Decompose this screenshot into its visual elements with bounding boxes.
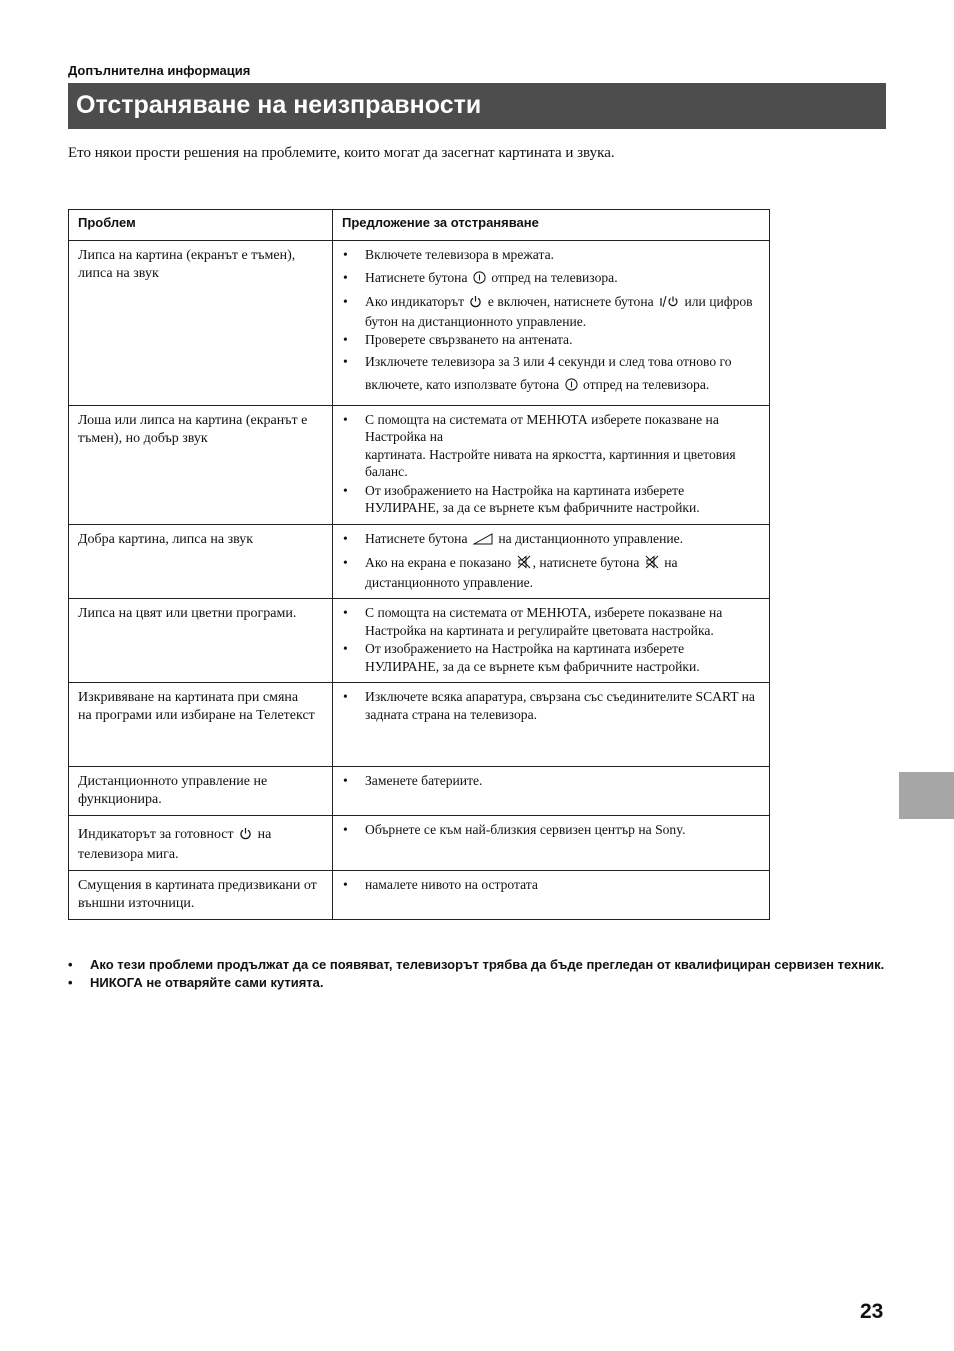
list-item [68,974,886,991]
solution-text: От изображението на Настройка на картината изберете НУЛИРАНЕ, за да се върнете към фабричните настройки. [365,641,700,674]
list-item [342,640,761,675]
solution-text: намалете нивото на остротата [365,877,538,892]
solution-cell [333,683,770,767]
solution-cell [333,405,770,524]
problem-cell [69,683,333,767]
solution-text: Изключете телевизора за 3 или 4 секунди и след това отново го включете, като използвате бутона [365,353,732,392]
problem-cell [69,871,333,920]
solution-text: С помощта на системата от МЕНЮТА, изберете показване на Настройка на картината и регулирайте цветовата настройка. [365,605,723,638]
table-row [69,405,770,524]
note-text: Ако тези проблеми продължат да се появяват, телевизорът трябва да бъде прегледан от квалифициран сервизен техник. [90,957,885,972]
list-item [342,246,761,264]
problem-cell [69,524,333,599]
list-item [342,482,761,517]
list-item [342,331,761,349]
list-item [342,554,761,591]
solution-text: на дистанционното управление. [365,555,678,590]
power-icon [239,827,252,846]
problem-text: Смущения в картината предизвикани от външни източници. [78,878,317,911]
solution-text: От изображението на Настройка на картината изберете НУЛИРАНЕ, за да се върнете към фабричните настройки. [365,482,700,515]
solution-text: Обърнете се към най-близкия сервизен център на Sony. [365,822,686,837]
intro-text: Ето някои прости решения на проблемите, които могат да засегнат картината и звука. [68,145,615,161]
list-item [342,293,761,330]
problem-text: Дистанционното управление не функционира. [78,774,268,807]
list-item [342,269,761,289]
problem-cell [69,816,333,871]
problem-text: Лоша или липса на картина (екранът е тъмен), но добър звук [78,412,308,446]
problem-text: Добра картина, липса на звук [78,531,254,547]
solution-text: Натиснете бутона [365,530,468,546]
solution-text: Проверете свързването на антената. [365,332,573,347]
solution-cell [333,599,770,683]
table-row [69,871,770,920]
table-row [69,524,770,599]
solution-text: е включен, натиснете бутона [487,294,654,309]
page-title-bar [68,83,886,129]
troubleshooting-table [68,209,770,920]
solution-text: Включете телевизора в мрежата. [365,247,554,262]
mute-icon [645,555,659,574]
problem-cell [69,241,333,406]
mute-icon [517,555,531,574]
problem-text: на телевизора мига. [78,827,272,862]
solution-text: отпред на телевизора. [491,269,618,285]
standby-button-icon [565,375,578,398]
list-item [342,821,761,839]
solution-text: отпред на телевизора. [582,376,710,392]
note-text: НИКОГА не отваряйте сами кутията. [90,975,324,990]
list-item [342,530,761,550]
problem-cell [69,767,333,816]
solution-text: Ако на екрана е показано [365,555,512,570]
section-label: Допълнителна информация [68,63,251,78]
table-row [69,816,770,871]
volume-icon [473,532,493,550]
solution-text: , натиснете бутона [532,555,640,570]
list-item [342,876,761,894]
list-item [342,411,761,481]
list-item [68,956,886,973]
list-item [342,350,761,398]
page-title: Отстраняване на неизправности [76,91,482,119]
solution-text: Натиснете бутона [365,269,468,285]
problem-cell [69,405,333,524]
solution-text: Ако индикаторът [365,294,465,309]
solution-cell [333,871,770,920]
power-icon [469,295,482,313]
table-row [69,241,770,406]
problem-text: Индикаторът за готовност [78,827,234,842]
problem-text: Липса на цвят или цветни програми. [78,606,297,621]
problem-text: Изкривяване на картината при смяна на програми или избиране на Телетекст [78,690,315,723]
power-toggle-icon [659,295,679,313]
solution-cell [333,524,770,599]
solution-text: Изключете всяка апаратура, свързана със съединителите SCART на задната страна на телевизора. [365,689,755,722]
chapter-side-tab [899,772,954,819]
solution-cell [333,816,770,871]
warning-notes [68,956,886,992]
solution-cell [333,241,770,406]
table-row [69,767,770,816]
solution-text: или цифров бутон на дистанционното управление. [365,294,753,329]
standby-button-icon [473,271,486,289]
table-row [69,599,770,683]
solution-text: на дистанционното управление. [498,530,684,546]
table-row [69,683,770,767]
column-header-problem: Проблем [69,210,333,241]
column-header-solution: Предложение за отстраняване [333,210,770,241]
solution-text: С помощта на системата от МЕНЮТА изберете показване на Настройка на картината. Настройте нивата на яркостта, картинния и цветовия баланс. [365,411,736,479]
solution-text: Заменете батериите. [365,773,483,788]
table-header-row [69,210,770,241]
list-item [342,688,761,723]
list-item [342,604,761,639]
solution-cell [333,767,770,816]
problem-cell [69,599,333,683]
problem-text: Липса на картина (екранът е тъмен), липса на звук [78,248,296,281]
list-item [342,772,761,790]
page-number: 23 [860,1300,884,1323]
